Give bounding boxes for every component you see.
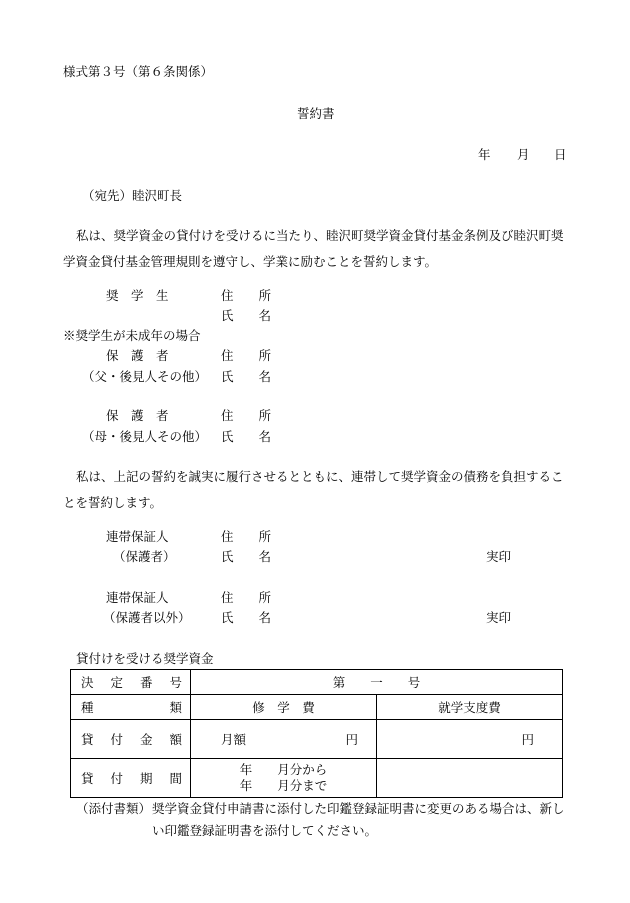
guarantor-1-seal-label: 実印 <box>486 549 512 564</box>
yen-unit-2: 円 <box>521 732 535 747</box>
tuition-header: 修 学 費 <box>191 695 377 720</box>
guardian-1-address-label: 住 所 <box>221 348 272 363</box>
decision-number-row <box>71 670 563 695</box>
tuition-period-cell[interactable] <box>191 759 377 798</box>
minor-note: ※奨学生が未成年の場合 <box>63 328 201 343</box>
period-label: 貸 付 期 間 <box>71 759 191 798</box>
student-name-label: 氏 名 <box>221 308 272 323</box>
guarantor-1-name-label: 氏 名 <box>221 549 272 564</box>
guarantor-2-seal-label: 実印 <box>486 610 512 625</box>
date-month: 月 <box>517 147 530 162</box>
period-row <box>71 759 563 798</box>
loan-table <box>70 669 563 798</box>
document-title: 誓約書 <box>297 106 335 121</box>
study-support-period-cell[interactable] <box>377 759 563 798</box>
guarantor-1-label: 連帯保証人 <box>106 529 169 544</box>
guarantor-1-address-label: 住 所 <box>221 529 272 544</box>
guardian-2-sub: （母・後見人その他） <box>82 429 208 444</box>
amount-label: 貸 付 金 額 <box>71 720 191 759</box>
yen-unit-1: 円 <box>345 732 358 747</box>
guarantor-1-sub: （保護者） <box>113 549 176 564</box>
attachment-label: （添付書類） <box>76 801 152 816</box>
guarantor-2-address-label: 住 所 <box>221 590 272 605</box>
date-year: 年 <box>478 147 491 162</box>
guardian-2-address-label: 住 所 <box>221 408 272 423</box>
tuition-amount-cell[interactable] <box>191 720 377 759</box>
decision-number-value: 第 一 号 <box>191 670 563 695</box>
guarantor-2-sub: （保護者以外） <box>103 610 191 625</box>
period-from: 年 月分から <box>239 762 328 777</box>
form-number: 様式第３号（第６条関係） <box>63 64 214 79</box>
period-to: 年 月分まで <box>239 778 328 793</box>
guardian-1-sub: （父・後見人その他） <box>82 369 208 384</box>
amount-row <box>71 720 563 759</box>
addressee: （宛先）睦沢町長 <box>82 188 183 203</box>
student-address-label: 住 所 <box>221 288 272 303</box>
guardian-2-label: 保 護 者 <box>106 408 169 423</box>
guardian-1-label: 保 護 者 <box>106 348 169 363</box>
student-label: 奨 学 生 <box>106 288 169 303</box>
monthly-label: 月額 <box>221 732 247 747</box>
decision-number-label: 決 定 番 号 <box>71 670 191 695</box>
guarantor-2-name-label: 氏 名 <box>221 610 272 625</box>
attachment-line-2: い印鑑登録証明書を添付してください。 <box>152 823 378 838</box>
study-support-amount-cell[interactable] <box>377 720 563 759</box>
date-day: 日 <box>554 147 567 162</box>
guardian-2-name-label: 氏 名 <box>221 429 272 444</box>
guarantor-2-label: 連帯保証人 <box>106 590 169 605</box>
study-support-header: 就学支度費 <box>377 695 563 720</box>
type-label: 種 類 <box>71 695 191 720</box>
guardian-1-name-label: 氏 名 <box>221 369 272 384</box>
loan-table-caption: 貸付けを受ける奨学資金 <box>76 651 214 666</box>
pledge-paragraph-2: 私は、上記の誓約を誠実に履行させるとともに、連帯して奨学資金の債務を負担することを誓約します。 <box>63 469 564 510</box>
type-row <box>71 695 563 720</box>
attachment-line-1: 奨学資金貸付申請書に添付した印鑑登録証明書に変更のある場合は、新し <box>152 801 565 816</box>
pledge-paragraph-1: 私は、奨学資金の貸付けを受けるに当たり、睦沢町奨学資金貸付基金条例及び睦沢町奨学資金貸付基金管理規則を遵守し、学業に励むことを誓約します。 <box>63 228 564 269</box>
